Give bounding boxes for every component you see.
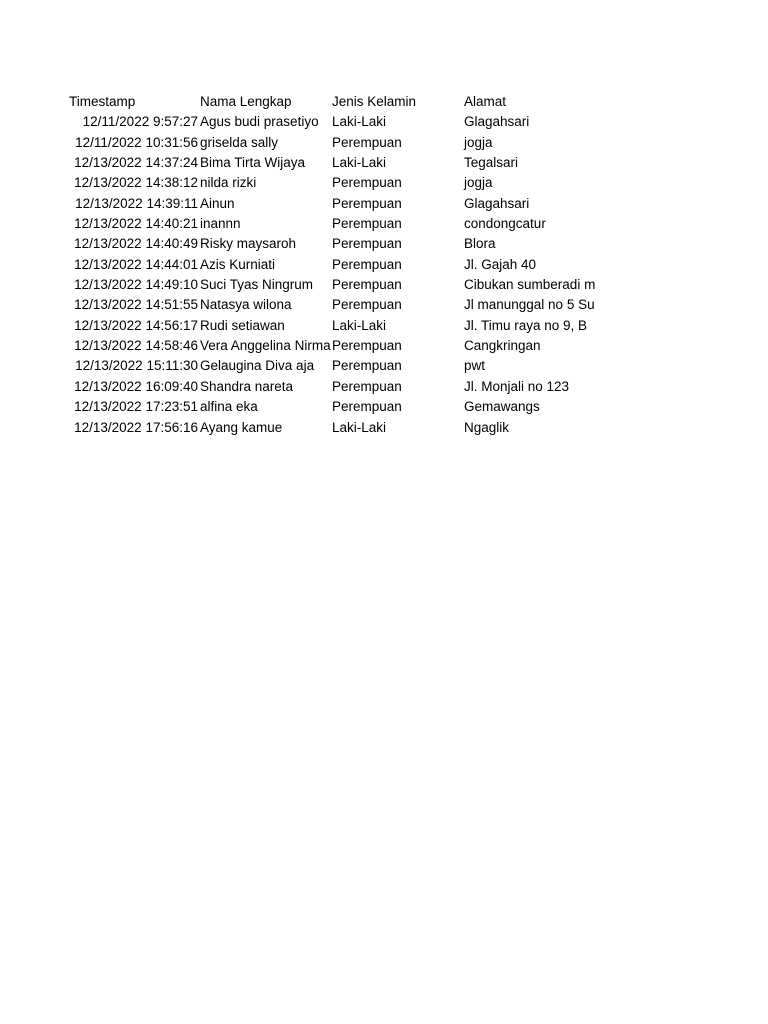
table-row — [66, 336, 596, 356]
gender-cell: Perempuan — [332, 297, 402, 313]
gender-cell: Laki-Laki — [332, 419, 387, 435]
address-cell: Jl. Gajah 40 — [464, 256, 537, 272]
header-row — [66, 92, 596, 112]
name-cell: Shandra nareta — [200, 378, 294, 394]
timestamp-cell: 12/13/2022 14:58:46 — [74, 338, 198, 354]
table-row — [66, 356, 596, 376]
address-cell: Blora — [464, 236, 496, 252]
timestamp-cell: 12/13/2022 15:11:30 — [75, 358, 198, 374]
table-row — [66, 133, 596, 153]
gender-cell: Perempuan — [332, 236, 402, 252]
table-row — [66, 418, 596, 438]
address-cell: jogja — [464, 175, 493, 191]
gender-cell: Perempuan — [332, 216, 402, 232]
timestamp-cell: 12/11/2022 9:57:27 — [82, 114, 198, 130]
timestamp-cell: 12/13/2022 14:51:55 — [74, 297, 198, 313]
timestamp-cell: 12/13/2022 17:56:16 — [74, 419, 198, 435]
name-cell: griselda sally — [200, 134, 279, 150]
table-row — [66, 214, 596, 234]
timestamp-cell: 12/13/2022 14:40:49 — [74, 236, 198, 252]
name-cell: Agus budi prasetiyo — [200, 114, 319, 130]
gender-cell: Laki-Laki — [332, 155, 387, 171]
address-cell: Cibukan sumberadi m — [464, 277, 595, 293]
name-cell: Suci Tyas Ningrum — [200, 277, 314, 293]
table-row — [66, 316, 596, 336]
name-cell: Gelaugina Diva aja — [200, 358, 315, 374]
name-cell: nilda rizki — [200, 175, 257, 191]
timestamp-cell: 12/13/2022 14:44:01 — [74, 256, 198, 272]
timestamp-cell: 12/13/2022 14:39:11 — [75, 195, 198, 211]
gender-cell: Laki-Laki — [332, 114, 387, 130]
header-gender: Jenis Kelamin — [332, 94, 417, 109]
name-cell: Natasya wilona — [200, 297, 292, 313]
gender-cell: Laki-Laki — [332, 317, 387, 333]
header-timestamp: Timestamp — [69, 94, 136, 109]
name-cell: Risky maysaroh — [200, 236, 297, 252]
address-cell: condongcatur — [464, 216, 546, 232]
gender-cell: Perempuan — [332, 399, 402, 415]
table-body — [66, 112, 596, 438]
address-cell: Tegalsari — [464, 155, 519, 171]
table-row — [66, 173, 596, 193]
timestamp-cell: 12/13/2022 14:37:24 — [74, 155, 198, 171]
spreadsheet-table — [66, 92, 596, 438]
name-cell: Bima Tirta Wijaya — [200, 155, 306, 171]
address-cell: Cangkringan — [464, 338, 541, 354]
address-cell: Jl. Monjali no 123 — [464, 378, 570, 394]
gender-cell: Perempuan — [332, 134, 402, 150]
timestamp-cell: 12/13/2022 14:56:17 — [74, 317, 198, 333]
gender-cell: Perempuan — [332, 175, 402, 191]
address-cell: Gemawangs — [464, 399, 540, 415]
name-cell: Ainun — [200, 195, 235, 211]
table-row — [66, 153, 596, 173]
address-cell: Jl manunggal no 5 Su — [464, 297, 595, 313]
table-row — [66, 194, 596, 214]
address-cell: jogja — [464, 134, 493, 150]
name-cell: Ayang kamue — [200, 419, 283, 435]
gender-cell: Perempuan — [332, 195, 402, 211]
table-row — [66, 234, 596, 254]
table-row — [66, 112, 596, 132]
timestamp-cell: 12/13/2022 14:40:21 — [74, 216, 198, 232]
timestamp-cell: 12/13/2022 17:23:51 — [74, 399, 198, 415]
table-row — [66, 295, 596, 315]
timestamp-cell: 12/13/2022 14:38:12 — [74, 175, 198, 191]
table-row — [66, 397, 596, 417]
timestamp-cell: 12/13/2022 16:09:40 — [74, 378, 198, 394]
gender-cell: Perempuan — [332, 378, 402, 394]
name-cell: Azis Kurniati — [200, 256, 276, 272]
header-address: Alamat — [464, 94, 507, 109]
table-row — [66, 377, 596, 397]
address-cell: pwt — [464, 358, 486, 374]
timestamp-cell: 12/11/2022 10:31:56 — [75, 134, 198, 150]
gender-cell: Perempuan — [332, 277, 402, 293]
name-cell: Vera Anggelina Nirma — [200, 338, 331, 354]
gender-cell: Perempuan — [332, 338, 402, 354]
table-row — [66, 275, 596, 295]
table-row — [66, 255, 596, 275]
name-cell: inannn — [200, 216, 241, 232]
address-cell: Glagahsari — [464, 114, 530, 130]
gender-cell: Perempuan — [332, 358, 402, 374]
address-cell: Jl. Timu raya no 9, B — [464, 317, 588, 333]
address-cell: Glagahsari — [464, 195, 530, 211]
timestamp-cell: 12/13/2022 14:49:10 — [74, 277, 198, 293]
name-cell: alfina eka — [200, 399, 258, 415]
address-cell: Ngaglik — [464, 419, 510, 435]
gender-cell: Perempuan — [332, 256, 402, 272]
header-name: Nama Lengkap — [200, 94, 292, 109]
name-cell: Rudi setiawan — [200, 317, 285, 333]
